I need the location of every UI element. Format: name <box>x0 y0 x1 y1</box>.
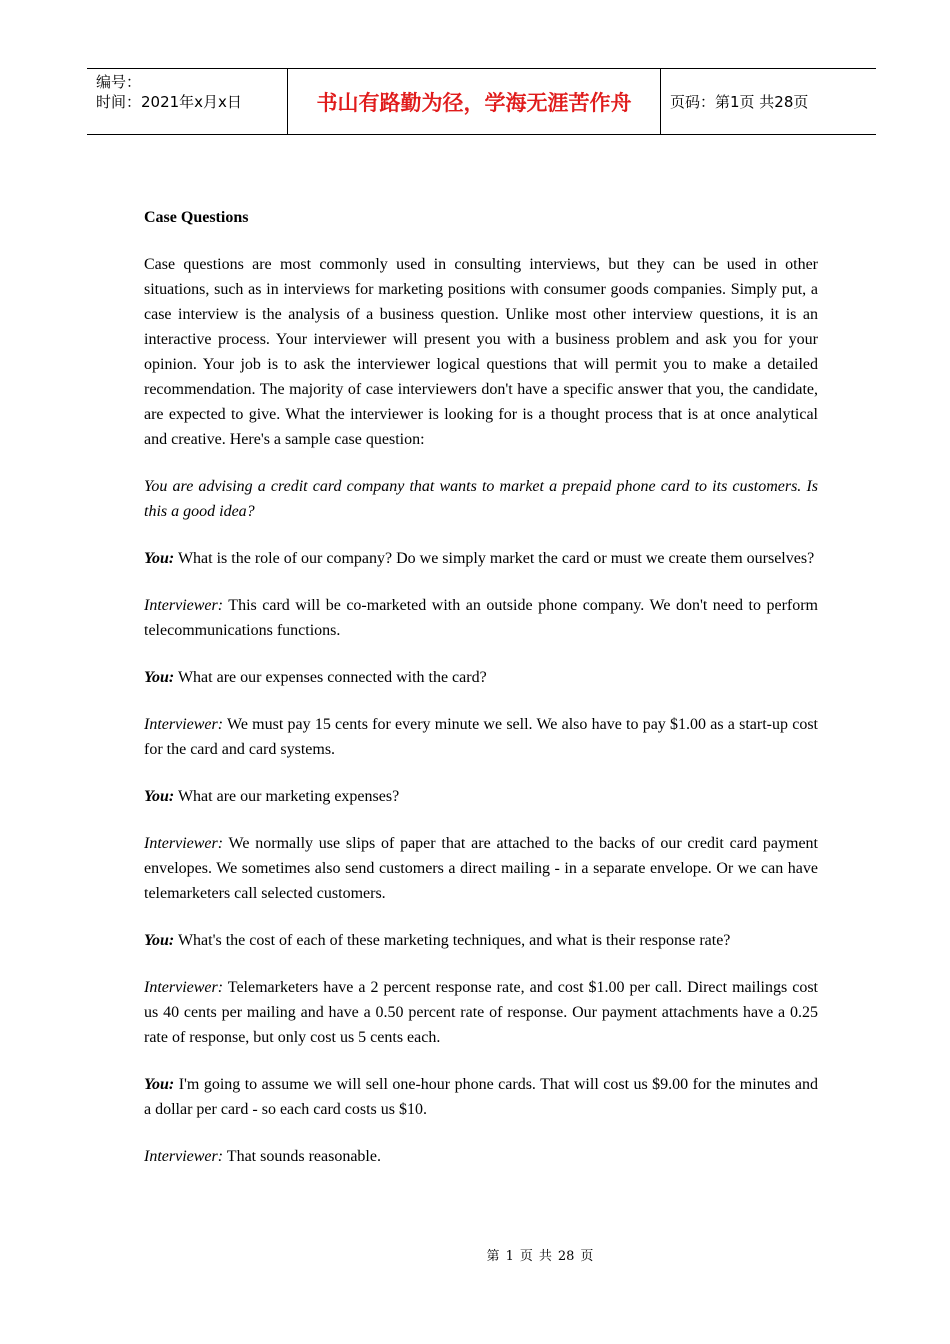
dialogue-line <box>144 1144 818 1169</box>
document-body <box>144 205 818 1191</box>
header-page-info: 页码：第1页 共28页 <box>670 93 809 111</box>
header-motto: 书山有路勤为径，学海无涯苦作舟 <box>316 90 632 115</box>
footer-total-unit: 页 <box>580 1249 594 1264</box>
speaker-label: You: <box>144 788 175 805</box>
footer-total-number: 28 <box>557 1249 575 1264</box>
speaker-label: You: <box>144 932 175 949</box>
dialogue-line <box>144 784 818 809</box>
intro-paragraph: Case questions are most commonly used in consulting interviews, but they can be used in other situations, such as in interviews for marketing positions with consumer goods companies. Simply put, a case interview is the analysis of a business question. Unlike most other interview questions, it is an interactive process. Your interviewer will present you with a business problem and ask you for your opinion. Your job is to ask the interviewer logical questions that will permit you to make a detailed recommendation. The majority of case interviewers don't have a specific answer that you, the candidate, are expected to give. What the interviewer is looking for is a thought process that is at once analytical and creative. Here's a sample case question: <box>144 256 818 448</box>
page-header <box>87 68 876 135</box>
dialogue-line <box>144 665 818 690</box>
speaker-label: Interviewer: <box>144 597 224 614</box>
header-motto-cell <box>287 69 661 134</box>
dialogue-line <box>144 928 818 953</box>
header-meta <box>87 69 287 134</box>
speaker-label: You: <box>144 669 175 686</box>
footer-page-label: 第 <box>486 1249 500 1264</box>
dialogue-text: What are our marketing expenses? <box>174 788 400 805</box>
dialogue-line <box>144 712 818 762</box>
dialogue-line <box>144 975 818 1050</box>
footer-page-number: 1 <box>505 1249 514 1264</box>
speaker-label: Interviewer: <box>144 979 224 996</box>
speaker-label: Interviewer: <box>144 716 224 733</box>
case-prompt: You are advising a credit card company that wants to market a prepaid phone card to its customers. Is this a good idea? <box>144 478 818 520</box>
dialogue-text: What are our expenses connected with the card? <box>174 669 487 686</box>
time-label: 时间：2021年x月x日 <box>96 93 242 111</box>
speaker-label: You: <box>144 1076 175 1093</box>
speaker-label: Interviewer: <box>144 1148 224 1165</box>
dialogue-text: Telemarketers have a 2 percent response rate, and cost $1.00 per call. Direct mailings cost us 40 cents per mailing and have a 0.50 percent rate of response. Our payment attachments have a 0.25 rate of response, but only cost us 5 cents each. <box>144 979 818 1046</box>
dialogue-text: That sounds reasonable. <box>223 1148 381 1165</box>
dialogue-text: We normally use slips of paper that are attached to the backs of our credit card payment envelopes. We sometimes also send customers a direct mailing - in a separate envelope. Or we can have telemarketers call selected customers. <box>144 835 818 902</box>
document-title: Case Questions <box>144 209 249 226</box>
footer-page-unit: 页 <box>519 1249 533 1264</box>
dialogue-line <box>144 546 818 571</box>
speaker-label: Interviewer: <box>144 835 224 852</box>
serial-label: 编号： <box>96 73 142 91</box>
dialogue-text: This card will be co-marketed with an outside phone company. We don't need to perform telecommunications functions. <box>144 597 818 639</box>
dialogue <box>144 546 818 1169</box>
speaker-label: You: <box>144 550 175 567</box>
dialogue-line <box>144 593 818 643</box>
dialogue-text: I'm going to assume we will sell one-hour phone cards. That will cost us $9.00 for the minutes and a dollar per card - so each card costs us $10. <box>144 1076 818 1118</box>
page-footer <box>0 1245 950 1264</box>
dialogue-text: What's the cost of each of these marketing techniques, and what is their response rate? <box>174 932 731 949</box>
dialogue-text: What is the role of our company? Do we simply market the card or must we create them ourselves? <box>174 550 815 567</box>
dialogue-line <box>144 831 818 906</box>
dialogue-text: We must pay 15 cents for every minute we sell. We also have to pay $1.00 as a start-up cost for the card and card systems. <box>144 716 818 758</box>
footer-total-label: 共 <box>538 1249 552 1264</box>
dialogue-line <box>144 1072 818 1122</box>
